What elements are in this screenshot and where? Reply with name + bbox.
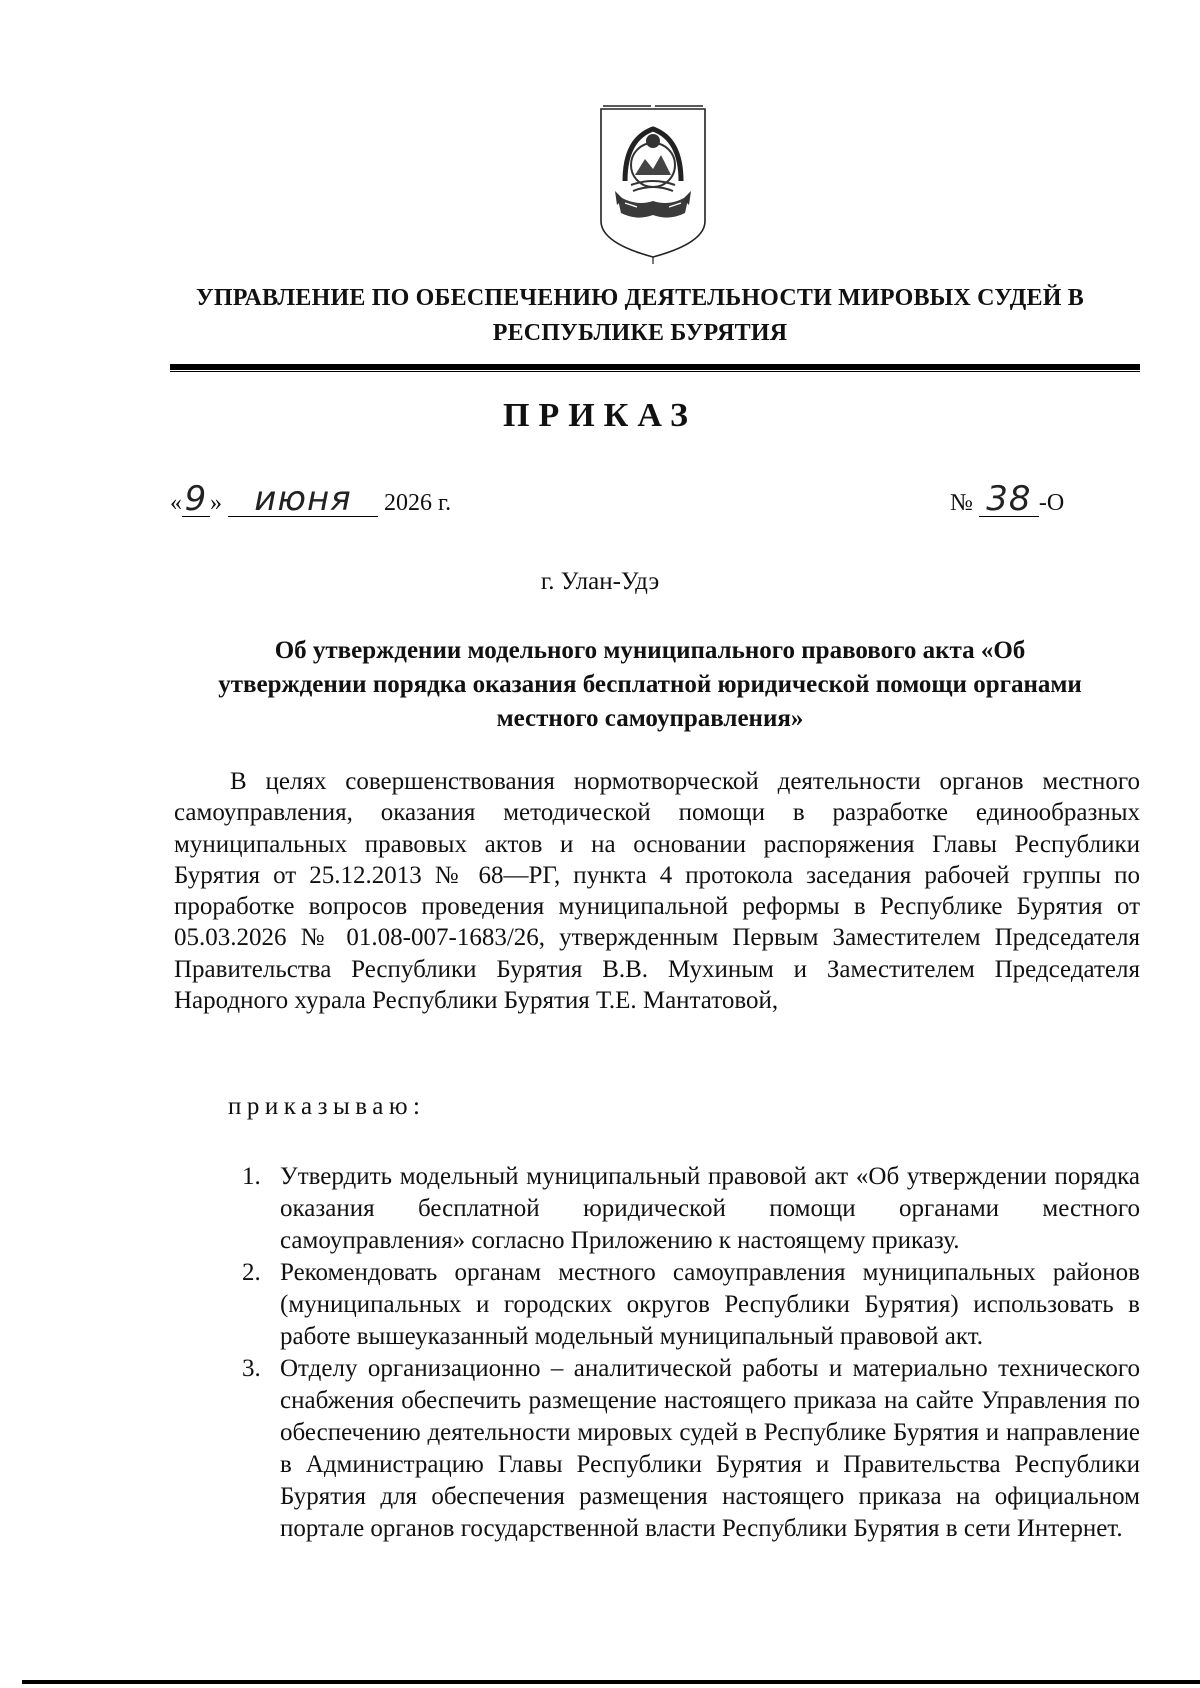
number-suffix: -О bbox=[1038, 490, 1065, 516]
date-open-quote: « bbox=[170, 490, 182, 516]
date-day: 9 bbox=[184, 479, 208, 519]
date-month: июня bbox=[254, 479, 352, 519]
date-close-quote: » bbox=[210, 490, 222, 516]
list-item-text: Рекомендовать органам местного самоуправления муниципальных районов (муниципальных и городских округов Республики Бурятия) использовать в работе вышеуказанный модельный муниципальный правовой акт. bbox=[280, 1259, 1140, 1350]
preamble-paragraph: В целях совершенствования нормотворческой деятельности органов местного самоуправления, оказания методической помощи в разработке единообразных муниципальных правовых актов и на основании распоряжения Главы Республики Бурятия от 25.12.2013 № 68—РГ, пункта 4 протокола заседания рабочей группы по проработке вопросов проведения муниципальной реформы в Республике Бурятия от 05.03.2026 № 01.08-007-1683/26, утвержденным Первым Заместителем Председателя Правительства Республики Бурятия В.В. Мухиным и Заместителем Председателя Народного хурала Республики Бурятия Т.Е. Мантатовой, bbox=[174, 768, 1140, 1015]
list-item-number: 1. bbox=[242, 1163, 261, 1190]
order-date bbox=[170, 479, 452, 519]
organization-name-line2: РЕСПУБЛИКЕ БУРЯТИЯ bbox=[492, 320, 788, 346]
list-item-number: 3. bbox=[242, 1355, 261, 1382]
number-sign: № bbox=[950, 490, 973, 516]
list-item bbox=[242, 1161, 1140, 1257]
coat-of-arms-emblem bbox=[595, 103, 711, 265]
city: г. Улан-Удэ bbox=[540, 568, 660, 595]
organization-name-line1: УПРАВЛЕНИЕ ПО ОБЕСПЕЧЕНИЮ ДЕЯТЕЛЬНОСТИ МИРОВЫХ СУДЕЙ В bbox=[196, 285, 1084, 311]
order-items-list bbox=[242, 1161, 1140, 1545]
list-item-number: 2. bbox=[242, 1259, 261, 1286]
order-subject: Об утверждении модельного муниципального правового акта «Об утверждении порядка оказания бесплатной юридической помощи органами местного самоуправления» bbox=[218, 637, 1082, 732]
date-year: 2026 г. bbox=[384, 490, 452, 516]
number-value: 38 bbox=[986, 479, 1032, 519]
list-item bbox=[242, 1353, 1140, 1545]
footer-divider bbox=[22, 1680, 1200, 1684]
document-title: ПРИКАЗ bbox=[503, 397, 697, 434]
list-item-text: Отделу организационно – аналитической работы и материально технического снабжения обеспечить размещение настоящего приказа на сайте Управления по обеспечению деятельности мировых судей в Республике Бурятия и направление в Администрацию Главы Республики Бурятия и Правительства Республики Бурятия для обеспечения размещения настоящего приказа на официальном портале органов государственной власти Республики Бурятия в сети Интернет. bbox=[280, 1355, 1140, 1542]
order-number bbox=[950, 479, 1065, 519]
order-word: приказываю: bbox=[228, 1093, 426, 1120]
header-divider-thick bbox=[170, 364, 1140, 370]
list-item bbox=[242, 1257, 1140, 1353]
header-divider-thin bbox=[170, 371, 1140, 372]
list-item-text: Утвердить модельный муниципальный правовой акт «Об утверждении порядка оказания бесплатной юридической помощи органами местного самоуправления» согласно Приложению к настоящему приказу. bbox=[280, 1163, 1140, 1254]
